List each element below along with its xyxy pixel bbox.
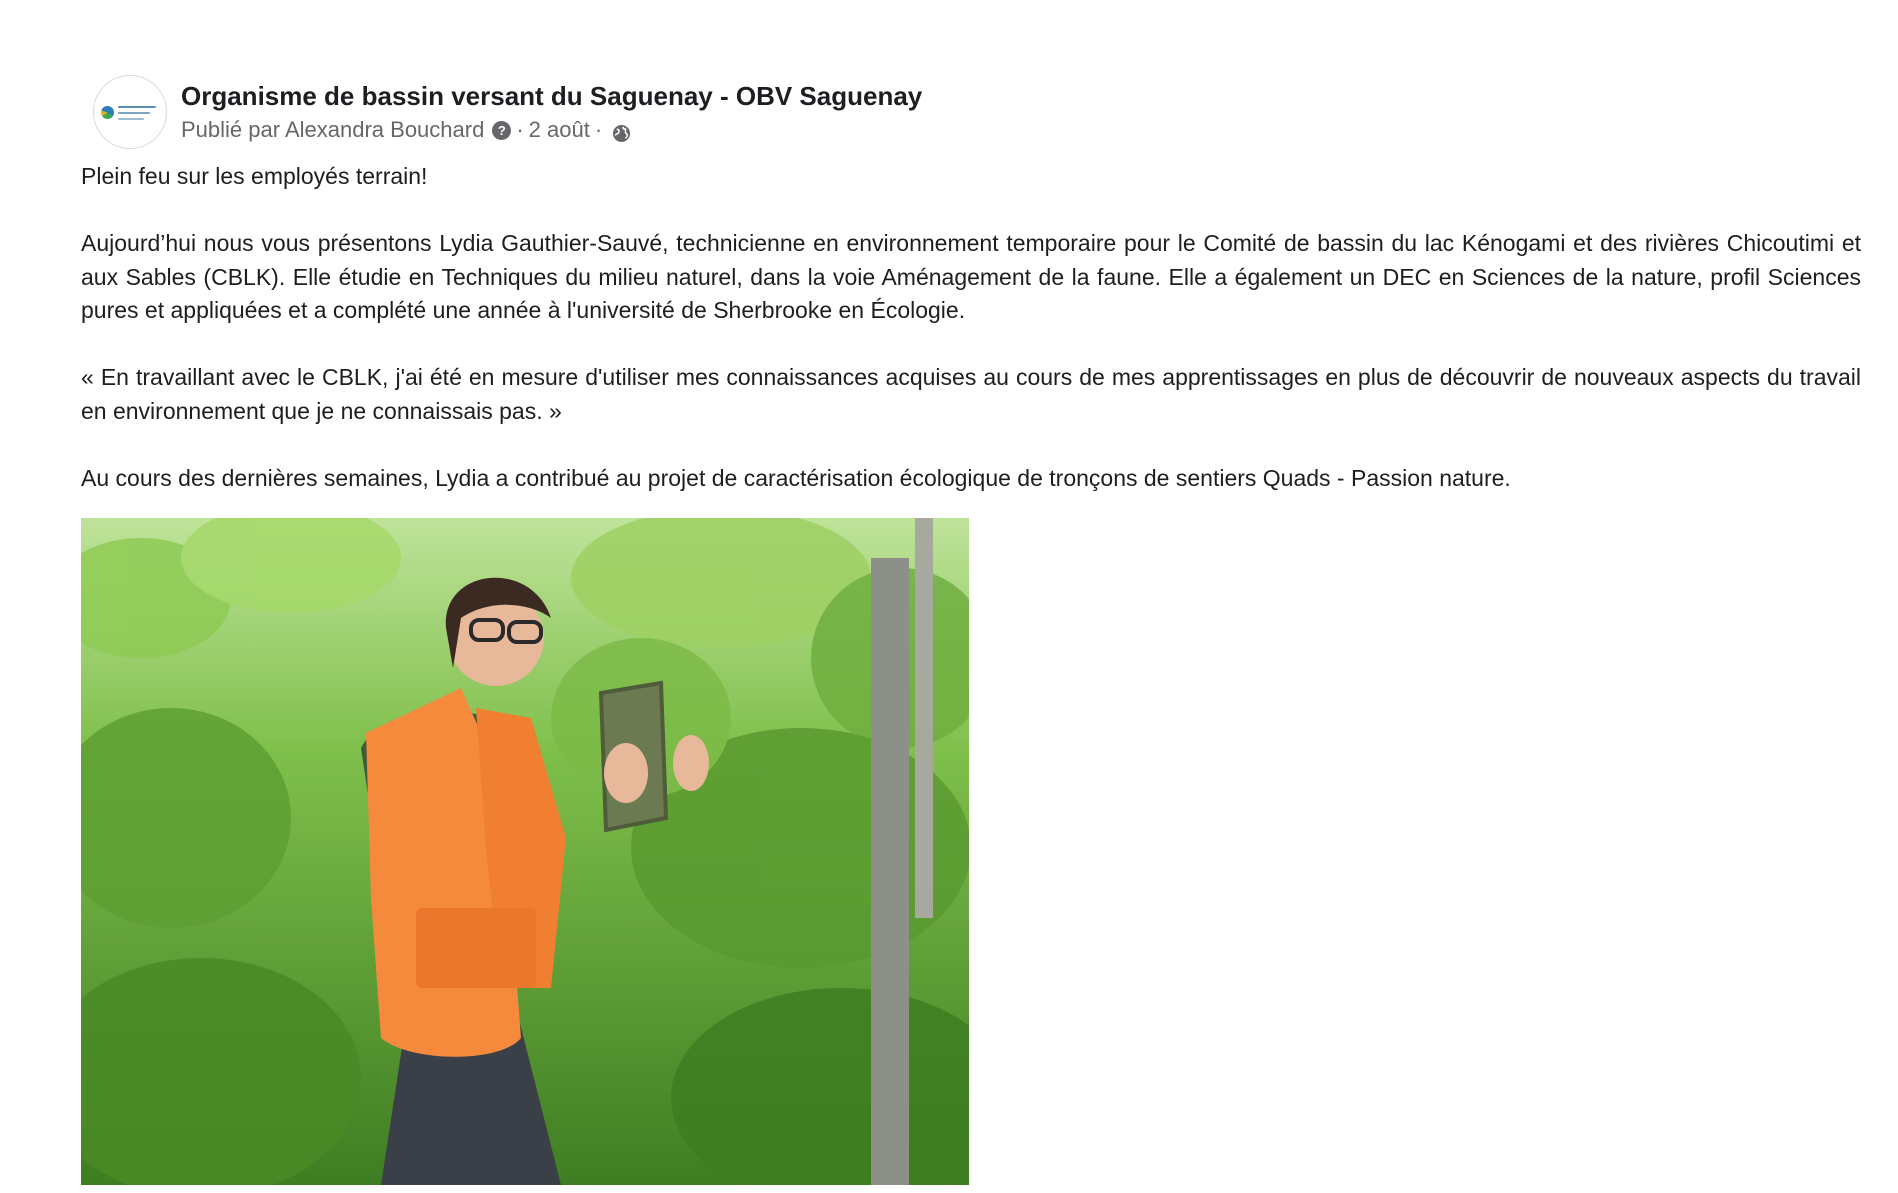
tree-trunk bbox=[871, 558, 909, 1185]
post-text bbox=[81, 160, 1861, 495]
tree-trunk bbox=[915, 518, 933, 918]
help-icon[interactable]: ? bbox=[492, 121, 511, 140]
post-header-text bbox=[181, 79, 922, 145]
logo-text-line bbox=[118, 118, 144, 120]
globe-icon[interactable] bbox=[612, 121, 631, 140]
post-meta bbox=[181, 115, 922, 145]
post-header bbox=[93, 72, 922, 152]
page-avatar[interactable] bbox=[93, 75, 167, 149]
post-date-link[interactable]: 2 août bbox=[528, 117, 590, 142]
meta-separator: · bbox=[594, 117, 603, 142]
published-by-text[interactable]: Publié par Alexandra Bouchard bbox=[181, 117, 485, 142]
meta-separator: · bbox=[516, 117, 524, 142]
page-name-link[interactable]: Organisme de bassin versant du Saguenay - OBV Saguenay bbox=[181, 81, 923, 111]
logo-text-line bbox=[118, 112, 150, 114]
post-photo[interactable] bbox=[81, 518, 969, 1185]
post-paragraph: Au cours des dernières semaines, Lydia a contribué au projet de caractérisation écologique de tronçons de sentiers Quads - Passion nature. bbox=[81, 464, 1511, 491]
post-paragraph: Aujourd’hui nous vous présentons Lydia Gauthier-Sauvé, technicienne en environnement temporaire pour le Comité de bassin du lac Kénogami et des rivières Chicoutimi et aux Sables (CBLK). Elle étudie en Techniques du milieu naturel, dans la voie Aménagement de la faune. Elle a également un DEC en Sciences de la nature, profil Sciences pures et appliquées et a complété une année à l'université de Sherbrooke en Écologie. bbox=[81, 230, 1861, 323]
logo-text-line bbox=[118, 106, 156, 108]
post-paragraph: « En travaillant avec le CBLK, j'ai été en mesure d'utiliser mes connaissances acquises au cours de mes apprentissages en plus de découvrir de nouveaux aspects du travail en environnement que je ne connaissais pas. » bbox=[81, 364, 1861, 424]
obv-saguenay-logo-icon bbox=[101, 106, 114, 119]
photo-illustration bbox=[81, 518, 969, 1185]
post-paragraph: Plein feu sur les employés terrain! bbox=[81, 163, 428, 189]
